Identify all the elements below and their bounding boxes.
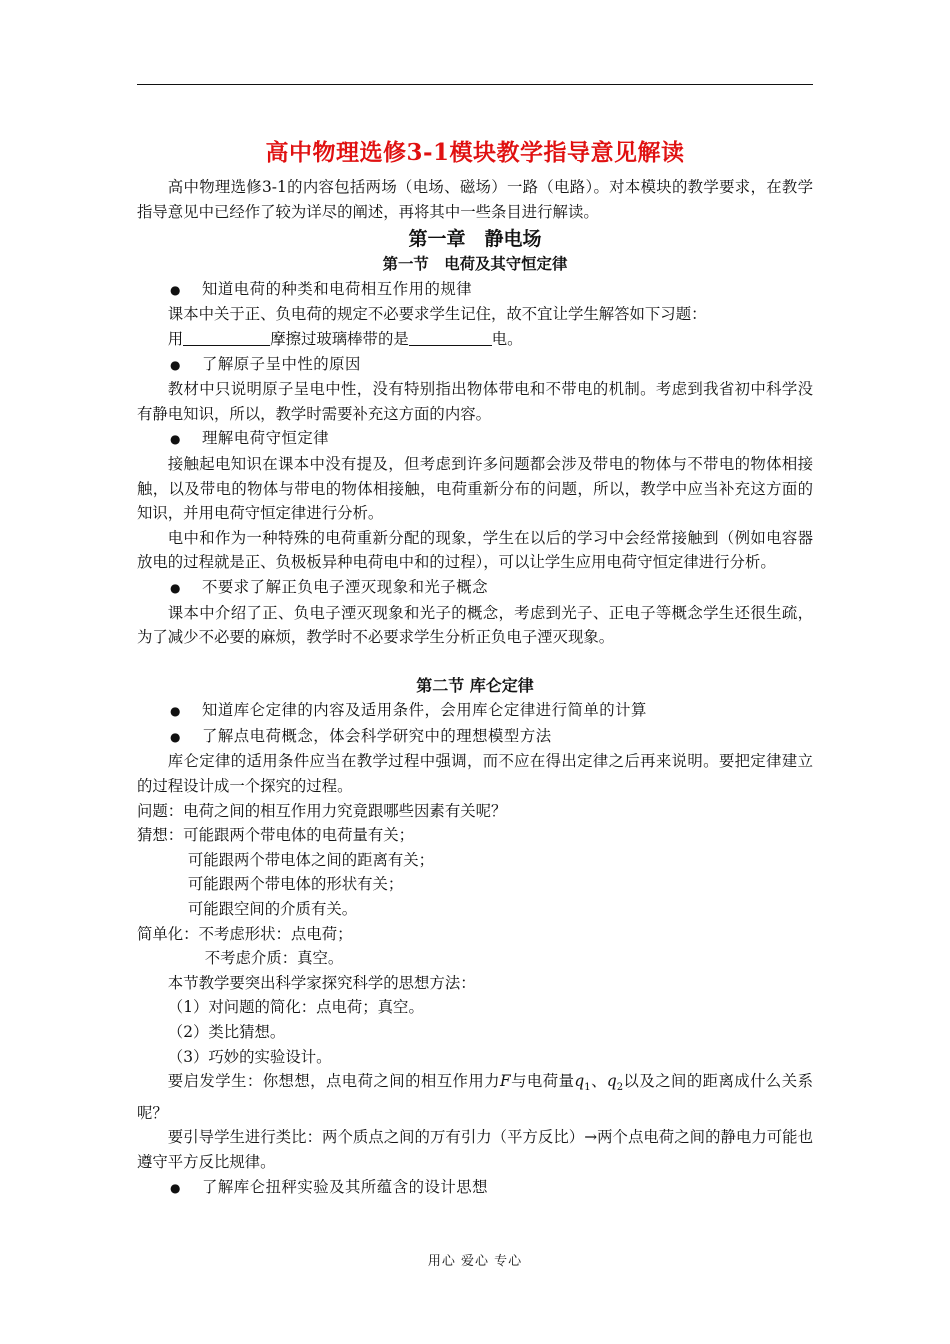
list-item: （3）巧妙的实验设计。 (167, 1047, 332, 1066)
section-heading: 第一节 电荷及其守恒定律 (382, 255, 568, 274)
chapter-heading: 第一章 静电场 (408, 228, 542, 251)
paragraph: 库仑定律的适用条件应当在教学过程中强调，而不应在得出定律之后再来说明。要把定律建立的过程设计成一个探究的过程。 (137, 752, 813, 796)
bullet-icon: ● (170, 1180, 181, 1195)
paragraph: 课本中关于正、负电荷的规定不必要求学生记住，故不宜让学生解答如下习题： (167, 305, 707, 324)
guess-line: 可能跟空间的介质有关。 (187, 900, 358, 919)
paragraph: 课本中介绍了正、负电子湮灭现象和光子的概念，考虑到光子、正电子等概念学生还很生疏，为了减少不必要的麻烦，教学时不必要求学生分析正负电子湮灭现象。 (137, 603, 813, 647)
simplify-line: 简单化：不考虑形状：点电荷； (137, 924, 353, 943)
page-footer: 用心 爱心 专心 (427, 1254, 523, 1269)
bullet-item: ● 了解原子呈中性的原因 (137, 352, 813, 378)
document-body (137, 175, 813, 1200)
fill-in-exercise: 用 摩擦过玻璃棒带的是 电。 (167, 329, 523, 348)
list-item: （1）对问题的简化：点电荷；真空。 (167, 998, 424, 1017)
bullet-item: ● 不要求了解正负电子湮灭现象和光子概念 (137, 575, 813, 601)
blank-line (183, 330, 270, 346)
blank-line (409, 330, 492, 346)
paragraph: 教材中只说明原子呈电中性，没有特别指出物体带电和不带电的机制。考虑到我省初中科学没有静电知识，所以，教学时需要补充这方面的内容。 (137, 380, 813, 423)
force-symbol: F (500, 1072, 511, 1091)
bullet-icon: ● (170, 729, 181, 744)
question-line: 问题：电荷之间的相互作用力究竟跟哪些因素有关呢？ (137, 801, 507, 820)
bullet-item: ● 了解点电荷概念，体会科学研究中的理想模型方法 (137, 724, 813, 750)
guess-line: 可能跟两个带电体的形状有关； (187, 875, 404, 894)
paragraph: 本节教学要突出科学家探究科学的思想方法： (167, 973, 476, 992)
paragraph: 要引导学生进行类比：两个质点之间的万有引力（平方反比）→两个点电荷之间的静电力可能也遵守平方反比规律。 (137, 1128, 813, 1172)
bullet-item: ● 知道电荷的种类和电荷相互作用的规律 (137, 277, 813, 303)
document-title: 高中物理选修3-1模块教学指导意见解读 (265, 139, 685, 166)
bullet-icon: ● (170, 357, 181, 372)
bullet-item: ● 知道库仑定律的内容及适用条件，会用库仑定律进行简单的计算 (137, 698, 813, 724)
intro-paragraph: 高中物理选修3-1的内容包括两场（电场、磁场）一路（电路）。对本模块的教学要求，在教学指导意见中已经作了较为详尽的阐述，再将其中一些条目进行解读。 (137, 178, 813, 221)
bullet-item: ● 理解电荷守恒定律 (137, 426, 813, 452)
bullet-icon: ● (170, 282, 181, 297)
guess-line: 猜想：可能跟两个带电体的电荷量有关； (137, 826, 415, 845)
bullet-icon: ● (170, 704, 181, 719)
guess-line: 可能跟两个带电体之间的距离有关； (187, 850, 435, 869)
bullet-icon: ● (170, 432, 181, 447)
bullet-icon: ● (170, 580, 181, 595)
section-heading: 第二节 库仑定律 (416, 675, 534, 695)
paragraph: 接触起电知识在课本中没有提及，但考虑到许多问题都会涉及带电的物体与不带电的物体相接触，以及带电的物体与带电的物体相接触，电荷重新分布的问题，所以，教学中应当补充这方面的知识，并用电荷守恒定律进行分析。 (137, 454, 813, 523)
header-rule (137, 84, 813, 85)
bullet-item: ● 了解库仑扭秤实验及其所蕴含的设计思想 (137, 1175, 813, 1201)
simplify-line: 不考虑介质：真空。 (204, 949, 344, 968)
paragraph: 电中和作为一种特殊的电荷重新分配的现象，学生在以后的学习中会经常接触到（例如电容器放电的过程就是正、负极板异种电荷电中和的过程），可以让学生应用电荷守恒定律进行分析。 (137, 528, 813, 572)
list-item: （2）类比猜想。 (167, 1023, 286, 1041)
formula-paragraph: 要启发学生：你想想，点电荷之间的相互作用力F与电荷量$q_1$、$q_2$以及之间的距离成什么关系呢？ (137, 1072, 813, 1122)
